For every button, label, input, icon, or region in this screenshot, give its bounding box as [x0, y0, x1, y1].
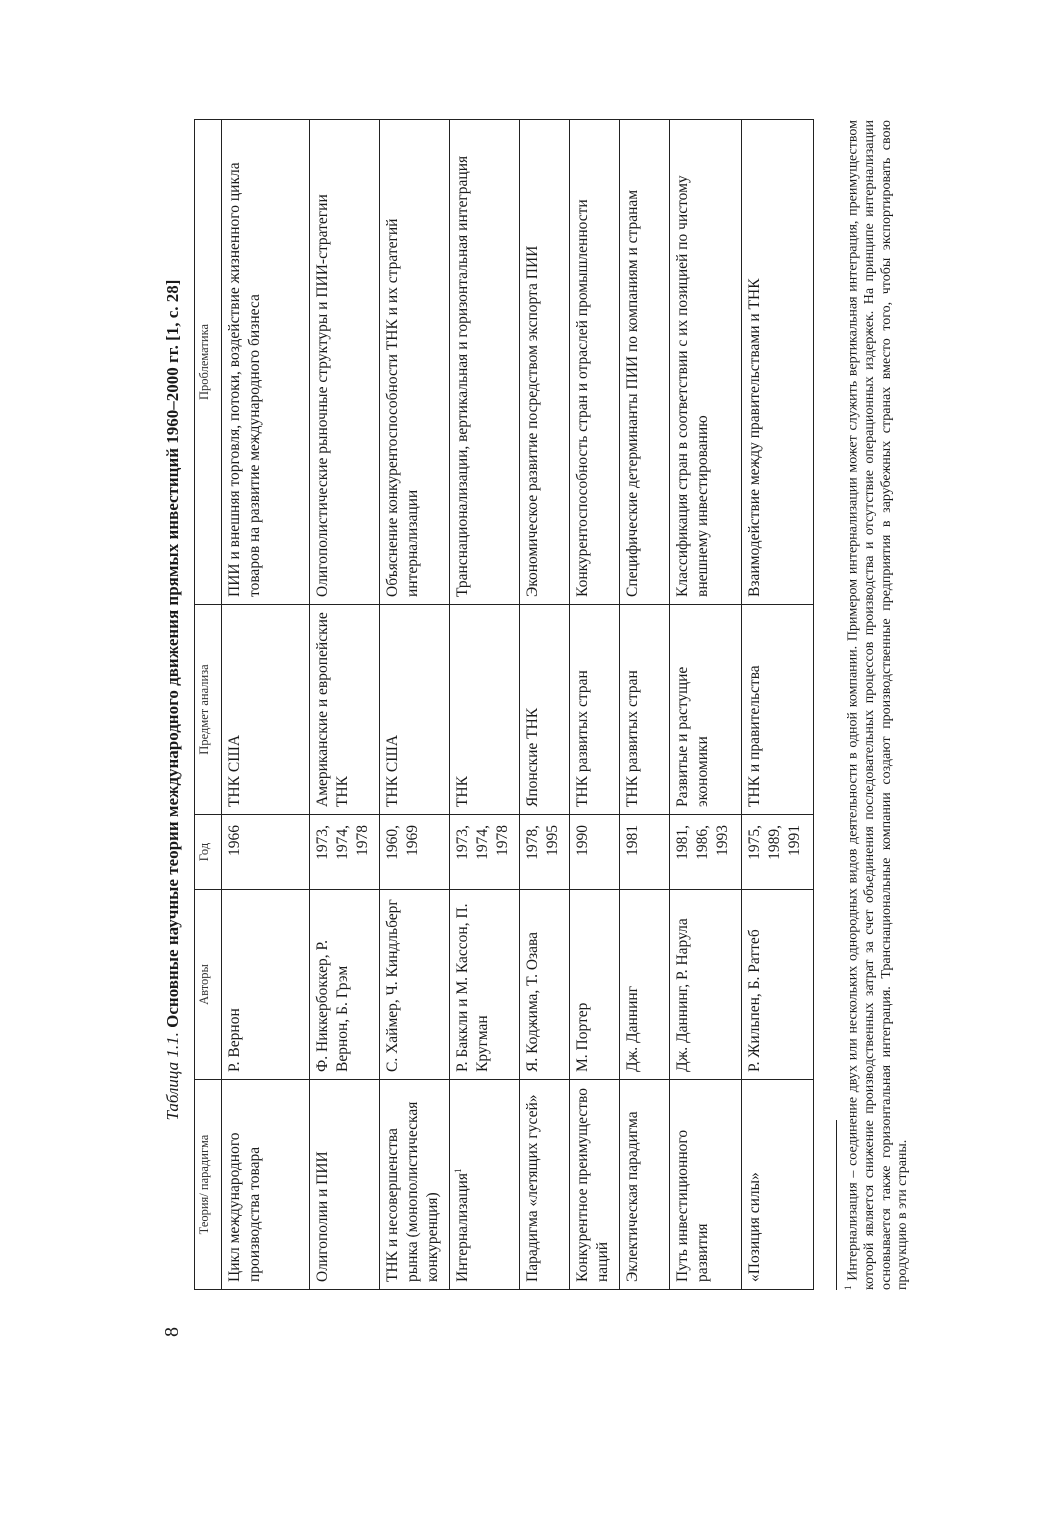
table-row — [310, 120, 380, 1290]
cell-subject: ТНК — [450, 605, 520, 815]
cell-theory: Парадигма «летящих гусей» — [520, 1080, 570, 1290]
cell-theory: Цикл международного производства товара — [222, 1080, 310, 1290]
cell-problem: Классификация стран в соответствии с их позицией по чистому внешнему инвестированию — [670, 120, 742, 605]
cell-theory: Олигополии и ПИИ — [310, 1080, 380, 1290]
cell-year: 1966 — [222, 815, 310, 890]
cell-subject: ТНК развитых стран — [620, 605, 670, 815]
cell-subject: ТНК развитых стран — [570, 605, 620, 815]
table-row — [620, 120, 670, 1290]
footnote-ref: 1 — [452, 1168, 463, 1174]
cell-problem: Транснационализации, вертикальная и горизонтальная интеграция — [450, 120, 520, 605]
cell-problem: ПИИ и внешняя торговля, потоки, воздействие жизненного цикла товаров на развитие международного бизнеса — [222, 120, 310, 605]
cell-subject: ТНК и правительства — [742, 605, 814, 815]
header-authors: Авторы — [195, 890, 222, 1080]
cell-theory: Конкурентное преимущество наций — [570, 1080, 620, 1290]
cell-theory: ТНК и несовершенства рынка (монополистическая конкуренция) — [380, 1080, 450, 1290]
cell-year: 1973, 1974, 1978 — [450, 815, 520, 890]
header-year: Год — [195, 815, 222, 890]
table-row — [380, 120, 450, 1290]
cell-problem: Конкурентоспособность стран и отраслей промышленности — [570, 120, 620, 605]
cell-year: 1990 — [570, 815, 620, 890]
table-row — [742, 120, 814, 1290]
cell-authors: Ф. Никкербоккер, Р. Вернон, Б. Грэм — [310, 890, 380, 1080]
header-problem: Проблематика — [195, 120, 222, 605]
cell-problem: Объяснение конкурентоспособности ТНК и их стратегий интернализации — [380, 120, 450, 605]
caption-label: Таблица 1.1. — [163, 1032, 182, 1121]
footnote — [840, 120, 912, 1290]
cell-subject: ТНК США — [222, 605, 310, 815]
table-row — [222, 120, 310, 1290]
cell-subject: Развитые и растущие экономики — [670, 605, 742, 815]
table-caption — [162, 100, 184, 1300]
cell-year: 1975, 1989, 1991 — [742, 815, 814, 890]
footnote-divider — [836, 1120, 837, 1290]
rotated-page-content — [150, 60, 930, 1300]
cell-theory: Эклектическая парадигма — [620, 1080, 670, 1290]
footnote-text: Интернализация – соединение двух или нескольких однородных видов деятельности в одной компании. Примером интернализации может служить вертикальная интеграция, преимуществом которой является снижение производственных затрат за счет объединения последовательных процессов производства и отсутствие операционных издержек. На принципе интернализации основывается также горизонтальная интеграция. Транснациональные компании создают производственные предприятия в зарубежных странах вместо того, чтобы экспортировать свою продукцию в эти страны. — [845, 120, 911, 1290]
page-number: 8 — [161, 1327, 183, 1337]
table-row — [520, 120, 570, 1290]
header-subject: Предмет анализа — [195, 605, 222, 815]
cell-year: 1978, 1995 — [520, 815, 570, 890]
cell-year: 1960, 1969 — [380, 815, 450, 890]
cell-authors: Я. Коджима, Т. Озава — [520, 890, 570, 1080]
table-row — [450, 120, 520, 1290]
table-header-row — [195, 120, 222, 1290]
footnote-marker: 1 — [843, 1285, 853, 1290]
table-row — [670, 120, 742, 1290]
header-theory: Теория/ парадигма — [195, 1080, 222, 1290]
cell-year: 1973, 1974, 1978 — [310, 815, 380, 890]
cell-authors: Дж. Даннинг — [620, 890, 670, 1080]
cell-authors: С. Хаймер, Ч. Киндльберг — [380, 890, 450, 1080]
table-row — [570, 120, 620, 1290]
cell-authors: Дж. Даннинг, Р. Нарула — [670, 890, 742, 1080]
cell-theory: Путь инвестиционного развития — [670, 1080, 742, 1290]
cell-year: 1981, 1986, 1993 — [670, 815, 742, 890]
cell-authors: Р. Вернон — [222, 890, 310, 1080]
cell-authors: Р. Баккли и М. Кассон, П. Кругман — [450, 890, 520, 1080]
cell-problem: Специфические детерминанты ПИИ по компаниям и странам — [620, 120, 670, 605]
cell-year: 1981 — [620, 815, 670, 890]
theories-table — [194, 119, 814, 1290]
cell-problem: Экономическое развитие посредством экспорта ПИИ — [520, 120, 570, 605]
cell-problem: Олигополистические рыночные структуры и ПИИ-стратегии — [310, 120, 380, 605]
cell-authors: Р. Жильпен, Б. Раттеб — [742, 890, 814, 1080]
caption-title: Основные научные теории международного движения прямых инвестиций 1960–2000 гг. [1, с. 28] — [163, 279, 182, 1028]
cell-theory: «Позиция силы» — [742, 1080, 814, 1290]
cell-theory-text: Интернализация — [454, 1173, 471, 1282]
cell-authors: М. Портер — [570, 890, 620, 1080]
cell-subject: ТНК США — [380, 605, 450, 815]
cell-subject: Американские и европейские ТНК — [310, 605, 380, 815]
cell-problem: Взаимодействие между правительствами и ТНК — [742, 120, 814, 605]
cell-theory — [450, 1080, 520, 1290]
cell-subject: Японские ТНК — [520, 605, 570, 815]
